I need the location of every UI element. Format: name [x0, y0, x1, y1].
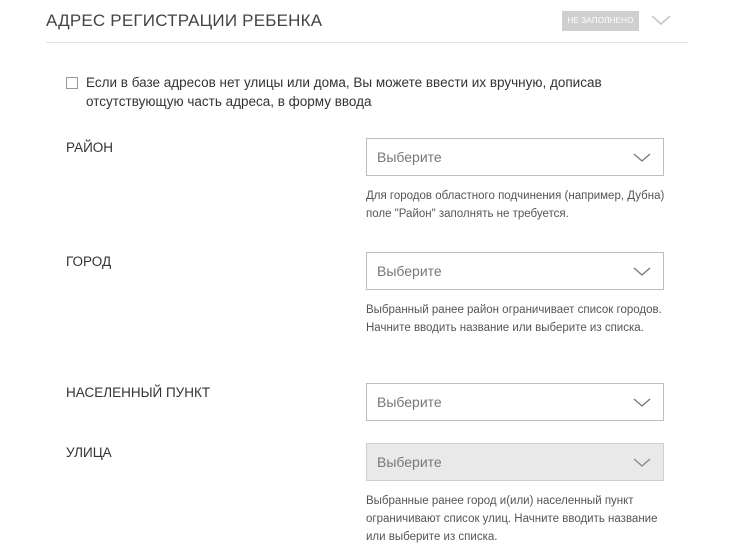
- manual-entry-checkbox[interactable]: [66, 77, 78, 89]
- section-header[interactable]: [46, 0, 688, 43]
- chevron-down-icon: [633, 397, 651, 408]
- settlement-select-value: Выберите: [377, 394, 442, 410]
- chevron-down-icon: [633, 152, 651, 163]
- street-select[interactable]: [366, 443, 664, 481]
- street-label: УЛИЦА: [66, 445, 112, 460]
- manual-entry-label: Если в базе адресов нет улицы или дома, Вы можете ввести их вручную, дописав отсутствующую часть адреса, в форму ввода: [86, 75, 602, 109]
- chevron-down-icon: [633, 266, 651, 277]
- chevron-down-icon[interactable]: [650, 13, 672, 27]
- district-label: РАЙОН: [66, 140, 114, 155]
- settlement-label: НАСЕЛЕННЫЙ ПУНКТ: [66, 385, 211, 400]
- section-title: АДРЕС РЕГИСТРАЦИИ РЕБЕНКА: [46, 11, 323, 30]
- district-hint: Для городов областного подчинения (например, Дубна) поле "Район" заполнять не требуется.: [366, 190, 665, 220]
- city-select[interactable]: [366, 252, 664, 290]
- district-select-value: Выберите: [377, 149, 442, 165]
- city-select-value: Выберите: [377, 263, 442, 279]
- status-badge: НЕ ЗАПОЛНЕНО: [562, 11, 639, 31]
- city-hint: Выбранный ранее район ограничивает список городов. Начните вводить название или выберите из списка.: [366, 304, 662, 334]
- city-label: ГОРОД: [66, 254, 112, 269]
- street-hint: Выбранные ранее город и(или) населенный пункт ограничивают список улиц. Начните вводить название или выберите из списка.: [366, 495, 658, 543]
- street-select-value: Выберите: [377, 454, 442, 470]
- district-select[interactable]: [366, 138, 664, 176]
- chevron-down-icon: [633, 457, 651, 468]
- settlement-select[interactable]: [366, 383, 664, 421]
